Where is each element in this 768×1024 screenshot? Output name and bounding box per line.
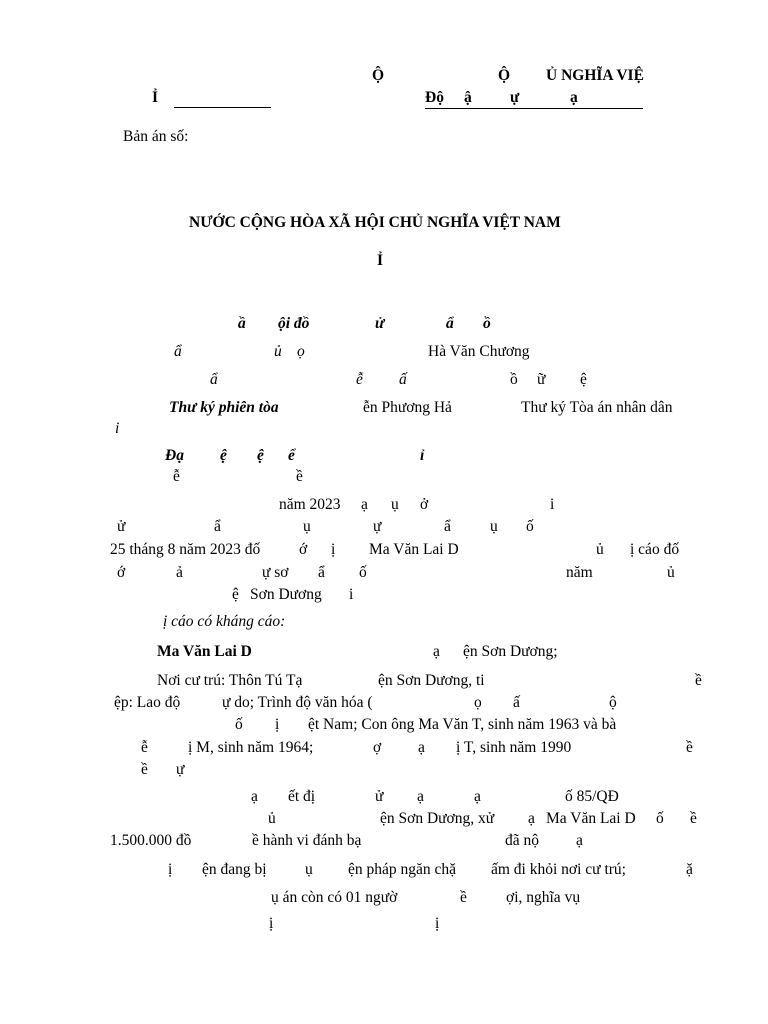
record-line-2-part: ện Sơn Dương, xử [380,810,495,827]
presiding-judge-part: ọ [297,343,305,360]
body-line-2-part: ự [373,518,382,535]
presiding-judge-label: ẩ [174,343,182,360]
defendant-occupation-part: ự do; Trình độ văn hóa ( [222,694,373,711]
national-motto-line-2: Độ [425,89,444,106]
defendant-family-part: ề [686,739,693,756]
judges-part: ễ [356,371,363,388]
record-line-3-part: ạ [576,832,583,849]
judges-part: ệ [580,371,587,388]
record-line-3-part: đã nộ [505,832,540,849]
defendant-occupation: ệp: Lao độ [114,694,181,711]
national-motto-part: ự [510,89,520,106]
procuracy-part: ệ [257,447,264,464]
defendant-occupation-part: ấ [513,694,520,711]
body-line-1-part: ạ [361,496,368,513]
court-name-underline [174,107,271,108]
record-line-2-part: ạ [528,810,535,827]
body-line-4-part: ố [359,564,367,581]
defendant-name-rest: ạ [433,643,440,660]
body-line-3: 25 tháng 8 năm 2023 đố [110,541,261,558]
panel-heading-part: ử [375,315,385,332]
body-line-2-part: ẩ [444,518,451,535]
measures-line-2: ụ án còn có 01 ngườ [271,889,398,906]
body-line-2: ử [117,518,126,535]
measures-line-2-part: ợi, nghĩa vụ [506,889,581,906]
body-line-2-part: ố [526,518,534,535]
measures-line-3-part: ị [435,915,440,932]
record-line-1-part: ết đị [288,788,316,805]
procuracy-part: ể [288,447,295,464]
defendant-name-rest: ện Sơn Dương; [463,643,558,660]
defendant-family: ễ [141,739,148,756]
document-subtitle: Ỉ [377,252,384,269]
defendant-name: Ma Văn Lai D [157,643,252,660]
defendant-record: ề [141,761,148,778]
defendant-residence-part: ề [695,672,702,689]
record-line-2: ủ [268,810,276,827]
clerk-title: Thư ký Tòa án nhân dân [521,399,673,416]
defendant-residence: Nơi cư trú: Thôn Tú Tạ [157,672,303,689]
body-line-5: ệ [232,586,239,603]
defendant-family-part: ị M, sinh năm 1964; [188,739,314,756]
judges-part: ấ [399,371,407,388]
presiding-judge-part: ủ [274,343,282,360]
defendant-occupation-part: ọ [474,694,482,711]
body-line-1-part: ụ [391,496,399,513]
judges-part: ồ [510,371,518,388]
clerk-continuation: i [115,420,120,437]
national-motto-part: Ủ NGHĨA VIỆ [546,67,644,84]
clerk-name: ễn Phương Hả [363,399,452,416]
defendant-parents: ệt Nam; Con ông Ma Văn T, sinh năm 1963 và bà [308,716,617,733]
record-line-1: ạ [251,788,258,805]
record-line-2-part: ố [656,810,664,827]
defendant-family-part: ợ [373,739,382,756]
defendant-residence-part: ện Sơn Dương, ti [378,672,485,689]
procuracy-part: ỉ [420,447,425,464]
procuracy-continuation: ễ [173,468,180,485]
panel-heading: ầ [238,315,246,332]
body-line-3-part: ị [331,541,336,558]
body-line-4-part: ự sơ [262,564,289,581]
measures-line-3: ị [269,915,274,932]
defendant-record-part: ự [176,761,185,778]
judges-label: ẩ [210,371,218,388]
body-line-1-part: i [550,496,555,513]
defendant-section-label: ị cáo có kháng cáo: [163,613,286,630]
record-defendant-name: Ma Văn Lai D [546,810,636,827]
clerk-label: Thư ký phiên tòa [169,399,279,416]
body-line-3-part: ị cáo đố [630,541,680,558]
record-line-1-part: ạ [474,788,481,805]
measures-line-1: ị [168,861,173,878]
national-motto-part: ậ [464,89,472,106]
panel-heading-part: ồ [483,315,491,332]
body-line-4: ớ [117,564,126,581]
defendant-nationality-part: ị [275,716,280,733]
defendant-spouse: ị T, sinh năm 1990 [456,739,572,756]
body-line-2-part: ụ [303,518,311,535]
body-line-4-part: ẩ [318,564,325,581]
measures-line-2-part: ề [460,889,467,906]
measures-line-1-part: ụ [305,861,313,878]
national-motto-part: ạ [570,89,578,106]
body-line-5-part: i [349,586,354,603]
defendant-occupation-part: ộ [609,694,617,711]
body-line-3-part: ủ [596,541,604,558]
procuracy-label: Đạ [165,447,184,464]
defendant-family-part: ạ [418,739,425,756]
body-line-4-part: ủ [667,564,675,581]
procuracy-continuation-part: ề [296,468,303,485]
record-line-1-part: ử [375,788,384,805]
motto-underline [425,108,643,109]
record-line-3-part: ề hành vi đánh bạ [252,832,362,849]
judges-part: ữ [537,371,546,388]
defendant-name-ref: Ma Văn Lai D [369,541,459,558]
panel-heading-part: ội đồ [278,315,310,332]
measures-line-1-part: ặ [686,861,693,878]
measures-line-1-part: ện đang bị [202,861,267,878]
national-motto-part: Ộ [498,67,511,84]
document-title: NƯỚC CỘNG HÒA XÃ HỘI CHỦ NGHĨA VIỆT NAM [189,214,561,231]
court-name-line: Ỉ [152,89,159,106]
body-line-2-part: ụ [490,518,498,535]
fine-amount: 1.500.000 đồ [110,832,192,849]
body-line-4-part: ả [176,564,183,581]
presiding-judge-name: Hà Văn Chương [428,343,530,360]
body-line-1: năm 2023 [279,496,341,513]
measures-line-1-part: ện pháp ngăn chặ [348,861,457,878]
national-motto-line-1: Ộ [372,67,385,84]
body-line-5-part: Sơn Dương [250,586,322,603]
case-number-label: Bản án số: [123,128,189,145]
body-line-3-part: ớ [299,541,308,558]
defendant-nationality: ố [235,716,243,733]
procuracy-part: ệ [220,447,227,464]
body-line-4-part: năm [566,564,593,581]
measures-line-1-part: ấm đi khỏi nơi cư trú; [491,861,626,878]
body-line-2-part: ẩ [214,518,221,535]
body-line-1-part: ở [420,496,429,513]
panel-heading-part: ẩ [446,315,454,332]
record-line-2-part: ề [690,810,697,827]
record-line-1-part: ạ [417,788,424,805]
decision-number: ố 85/QĐ [565,788,619,805]
